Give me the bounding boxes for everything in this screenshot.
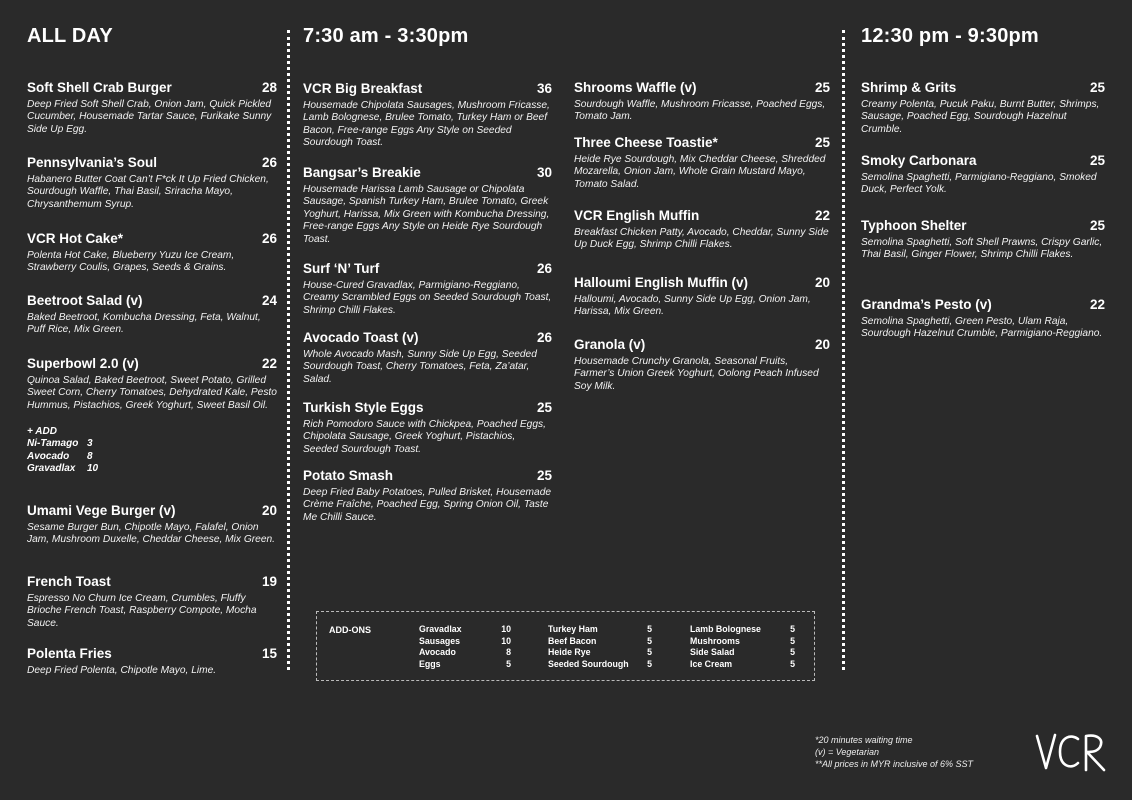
add-on-row [690,647,795,659]
item-name: Avocado Toast (v) [303,330,419,345]
menu-item [303,330,552,386]
column-divider [842,30,846,670]
item-description: Whole Avocado Mash, Sunny Side Up Egg, Seeded Sourdough Toast, Cherry Tomatoes, Feta, Za’atar, Salad. [303,349,537,385]
section-title-lunch-hours: 12:30 pm - 9:30pm [861,25,1039,47]
menu-item [303,468,552,524]
item-name: Bangsar’s Breakie [303,165,421,180]
add-on-price: 5 [647,647,652,657]
item-description: Heide Rye Sourdough, Mix Cheddar Cheese, Shredded Mozarella, Onion Jam, Whole Grain Mustard Mayo, Tomato Salad. [574,154,826,190]
footnotes [815,734,973,770]
menu-item [303,261,552,317]
add-ons-box [316,611,815,681]
item-name: Potato Smash [303,468,394,483]
add-title: + ADD [27,426,57,438]
item-price: 25 [814,80,830,95]
add-price: 10 [87,462,99,474]
item-price: 25 [536,468,552,483]
item-name: Umami Vege Burger (v) [27,503,176,518]
item-price: 25 [1089,218,1105,233]
item-description: Espresso No Churn Ice Cream, Crumbles, Fluffy Brioche French Toast, Raspberry Compote, Mocha Sauce. [27,593,257,629]
column-divider [287,30,291,670]
item-name: French Toast [27,574,111,589]
item-price: 26 [536,330,552,345]
menu-item [861,153,1105,197]
item-price: 15 [261,646,277,661]
menu-item [27,356,277,475]
add-on-price: 10 [501,635,511,646]
item-name: Shrooms Waffle (v) [574,80,697,95]
item-description: Sesame Burger Bun, Chipotle Mayo, Falafel, Onion Jam, Mushroom Duxelle, Cheddar Cheese, Mix Green. [27,522,275,546]
item-name: Polenta Fries [27,646,112,661]
item-price: 25 [1089,153,1105,168]
menu-item [574,80,830,124]
item-price: 25 [536,400,552,415]
add-on-name: Eggs [419,658,441,669]
menu-item [574,275,830,319]
add-on-price: 5 [647,635,652,646]
item-name: Grandma’s Pesto (v) [861,297,992,312]
item-description: Breakfast Chicken Patty, Avocado, Cheddar, Sunny Side Up Duck Egg, Shrimp Chilli Flakes. [574,227,829,251]
item-name: VCR Hot Cake* [27,231,124,246]
menu-item [27,80,277,136]
menu-item [27,231,277,275]
menu-item [27,646,277,677]
add-on-price: 5 [790,647,795,657]
footnote-waiting-time: *20 minutes waiting time [815,735,913,745]
add-name: Ni-Tamago [27,438,79,450]
add-on-price: 5 [647,658,652,669]
item-description: Semolina Spaghetti, Soft Shell Prawns, Crispy Garlic, Thai Basil, Ginger Flower, Shrimp Chilli Flakes. [861,237,1103,261]
item-description: Creamy Polenta, Pucuk Paku, Burnt Butter, Shrimps, Sausage, Poached Egg, Sourdough Hazelnut Crumble. [861,99,1100,135]
item-description: Housemade Crunchy Granola, Seasonal Fruits, Farmer’s Union Greek Yoghurt, Oolong Peach Infused Soy Milk. [574,356,819,392]
item-name: VCR Big Breakfast [303,81,423,96]
item-price: 22 [814,208,830,223]
item-price: 25 [1089,80,1105,95]
item-description: Quinoa Salad, Baked Beetroot, Sweet Potato, Grilled Sweet Corn, Cherry Tomatoes, Dehydrated Kale, Pesto Hummus, Pistachios, Greek Yoghurt, Sweet Basil Oil. [27,375,277,411]
item-name: Pennsylvania’s Soul [27,155,158,170]
add-on-row [548,636,652,648]
item-name: Beetroot Salad (v) [27,293,143,308]
item-price: 28 [261,80,277,95]
superbowl-add-ons [27,426,277,475]
add-on-row [690,636,795,648]
item-price: 22 [1089,297,1105,312]
add-on-row [690,624,795,636]
add-name: Avocado [27,450,70,462]
menu-item [574,135,830,191]
item-description: Polenta Hot Cake, Blueberry Yuzu Ice Cream, Strawberry Coulis, Grapes, Seeds & Grains. [27,250,235,274]
add-on-price: 5 [790,624,795,634]
add-ons-column [690,624,795,670]
menu-item [574,337,830,393]
item-price: 26 [261,231,277,246]
menu-item [303,400,552,456]
add-row [27,438,277,450]
add-on-name: Avocado [419,647,456,657]
add-price: 3 [87,438,93,450]
item-description: Semolina Spaghetti, Parmigiano-Reggiano, Smoked Duck, Perfect Yolk. [861,172,1097,196]
item-price: 24 [261,293,277,308]
menu-item [303,81,552,150]
item-price: 20 [261,503,277,518]
add-ons-label: ADD-ONS [329,625,371,635]
add-on-row [548,659,652,671]
menu-item [861,218,1105,262]
add-on-row [419,647,511,659]
vcr-logo [1034,730,1108,779]
item-description: Deep Fried Baby Potatoes, Pulled Brisket, Housemade Crème Fraîche, Poached Egg, Spring Onion Oil, Taste Me Chilli Sauce. [303,487,552,523]
menu-item [27,293,277,337]
add-row [27,463,277,475]
item-description: Housemade Chipolata Sausages, Mushroom Fricasse, Lamb Bolognese, Brulee Tomato, Turkey Ham or Beef Bacon, Free-range Eggs Any Style on Seeded Sourdough Toast. [303,100,550,149]
item-description: Deep Fried Polenta, Chipotle Mayo, Lime. [27,665,217,676]
add-ons-column [548,624,652,670]
add-ons-column [419,624,511,670]
add-on-price: 5 [790,658,795,669]
item-price: 20 [814,275,830,290]
item-price: 19 [261,574,277,589]
item-price: 26 [536,261,552,276]
footnote-prices: **All prices in MYR inclusive of 6% SST [815,759,974,769]
item-description: Habanero Butter Coat Can’t F*ck It Up Fried Chicken, Sourdough Waffle, Thai Basil, Sriracha Mayo, Chrysanthemum Syrup. [27,174,269,210]
item-name: Typhoon Shelter [861,218,967,233]
item-name: Halloumi English Muffin (v) [574,275,748,290]
item-description: House-Cured Gravadlax, Parmigiano-Reggiano, Creamy Scrambled Eggs on Seeded Sourdough Toast, Shrimp Chilli Flakes. [303,280,552,316]
item-description: Sourdough Waffle, Mushroom Fricasse, Poached Eggs, Tomato Jam. [574,99,826,123]
menu-item [27,155,277,211]
item-price: 20 [814,337,830,352]
item-price: 30 [536,165,552,180]
item-name: Turkish Style Eggs [303,400,424,415]
item-description: Housemade Harissa Lamb Sausage or Chipolata Sausage, Spanish Turkey Ham, Brulee Tomato, Greek Yoghurt, Harissa, Mix Green with Kombucha Dressing, Free-range Eggs Any Style on Heide Rye Sourdough Toast. [303,184,550,245]
item-name: Three Cheese Toastie* [574,135,718,150]
add-on-row [419,659,511,671]
item-description: Baked Beetroot, Kombucha Dressing, Feta, Walnut, Puff Rice, Mix Green. [27,312,261,336]
add-on-row [548,647,652,659]
vcr-logo-mark [1034,730,1108,774]
footnote-vegetarian: (v) = Vegetarian [815,747,879,757]
add-on-name: Heide Rye [548,647,591,657]
add-on-price: 8 [506,647,511,657]
add-row [27,451,277,463]
item-price: 36 [536,81,552,96]
section-title-breakfast-hours: 7:30 am - 3:30pm [303,25,469,47]
add-on-row [690,659,795,671]
item-description: Deep Fried Soft Shell Crab, Onion Jam, Quick Pickled Cucumber, Housemade Tartar Sauce, Furikake Sunny Side Up Egg. [27,99,272,135]
add-on-name: Seeded Sourdough [548,658,629,669]
add-on-name: Beef Bacon [548,635,597,646]
add-on-name: Side Salad [690,647,735,657]
item-name: VCR English Muffin [574,208,700,223]
item-price: 25 [814,135,830,150]
menu-item [861,297,1105,341]
add-on-name: Gravadlax [419,624,462,634]
add-price: 8 [87,450,93,462]
item-name: Shrimp & Grits [861,80,957,95]
item-name: Granola (v) [574,337,646,352]
menu-item [27,503,277,547]
add-on-name: Turkey Ham [548,624,598,634]
add-on-name: Lamb Bolognese [690,624,761,634]
menu-item [27,574,277,630]
item-price: 26 [261,155,277,170]
add-on-price: 5 [790,635,795,646]
item-description: Halloumi, Avocado, Sunny Side Up Egg, Onion Jam, Harissa, Mix Green. [574,294,811,318]
menu-item [303,165,552,246]
add-on-row [548,624,652,636]
menu-item [574,208,830,252]
item-name: Surf ‘N’ Turf [303,261,380,276]
add-on-row [419,636,511,648]
add-on-row [419,624,511,636]
add-name: Gravadlax [27,462,76,474]
item-name: Soft Shell Crab Burger [27,80,172,95]
item-name: Superbowl 2.0 (v) [27,356,139,371]
menu-item [861,80,1105,136]
item-description: Rich Pomodoro Sauce with Chickpea, Poached Eggs, Chipolata Sausage, Greek Yoghurt, Pistachios, Seeded Sourdough Toast. [303,419,546,455]
add-on-price: 5 [647,624,652,634]
item-name: Smoky Carbonara [861,153,977,168]
section-title-all-day: ALL DAY [27,25,113,47]
item-price: 22 [261,356,277,371]
add-on-name: Sausages [419,635,461,646]
add-on-name: Ice Cream [690,658,733,669]
item-description: Semolina Spaghetti, Green Pesto, Ulam Raja, Sourdough Hazelnut Crumble, Parmigiano-Reggiano. [861,316,1103,340]
add-on-price: 10 [501,624,511,634]
add-on-name: Mushrooms [690,635,740,646]
add-on-price: 5 [506,658,511,669]
